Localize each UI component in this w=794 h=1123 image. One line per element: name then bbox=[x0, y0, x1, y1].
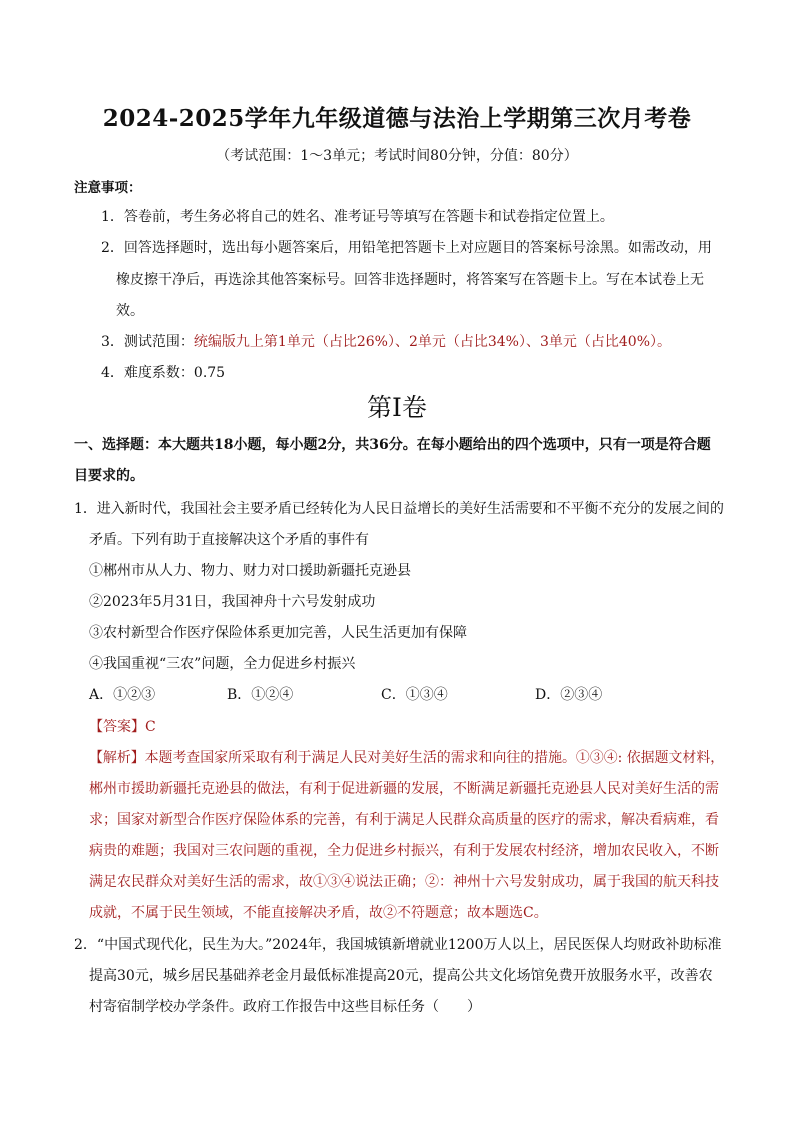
section-1-heading-line-2: 目要求的。 bbox=[74, 468, 144, 484]
q1-analysis-line-2: 郴州市援助新疆托克逊县的做法，有利于促进新疆的发展，不断满足新疆托克逊县人民对美好生活的需 bbox=[89, 781, 719, 797]
q1-statement-1: ①郴州市从人力、物力、财力对口援助新疆托克逊县 bbox=[89, 563, 411, 579]
exam-title: 2024-2025学年九年级道德与法治上学期第三次月考卷 bbox=[102, 105, 692, 132]
q1-analysis-line-6: 成就，不属于民生领域，不能直接解决矛盾，故②不符题意；故本题选C。 bbox=[89, 905, 548, 921]
q1-statement-4: ④我国重视“三农”问题，全力促进乡村振兴 bbox=[89, 656, 356, 672]
notice-item-1: 1．答卷前，考生务必将自己的姓名、准考证号等填写在答题卡和试卷指定位置上。 bbox=[101, 209, 614, 225]
q1-statement-2: ②2023年5月31日，我国神舟十六号发射成功 bbox=[89, 594, 376, 610]
exam-subtitle: （考试范围：1～3单元；考试时间80分钟，分值：80分） bbox=[216, 148, 578, 164]
q1-answer: 【答案】C bbox=[89, 719, 156, 735]
q1-statement-3: ③农村新型合作医疗保险体系更加完善，人民生活更加有保障 bbox=[89, 625, 467, 641]
q1-analysis-line-3: 求；国家对新型合作医疗保险体系的完善，有利于满足人民群众高质量的医疗的需求，解决看病难，看 bbox=[89, 812, 719, 828]
q1-option-b: B．①②④ bbox=[227, 687, 294, 703]
q2-stem-line-2: 提高30元，城乡居民基础养老金月最低标准提高20元，提高公共文化场馆免费开放服务水平，改善农 bbox=[89, 968, 713, 984]
q1-stem-line-2: 矛盾。下列有助于直接解决这个矛盾的事件有 bbox=[89, 532, 369, 548]
notice-item-2-line-3: 效。 bbox=[116, 303, 144, 319]
q1-analysis-line-1: 【解析】本题考查国家所采取有利于满足人民对美好生活的需求和向往的措施。①③④: 依据题文材料， bbox=[89, 750, 725, 766]
notice-item-2-line-2: 橡皮擦干净后，再选涂其他答案标号。回答非选择题时，将答案写在答题卡上。写在本试卷上无 bbox=[116, 272, 704, 288]
q2-stem-line-1: 2．“中国式现代化，民生为大。”2024年，我国城镇新增就业1200万人以上，居民医保人均财政补助标准 bbox=[74, 937, 722, 953]
notice-item-4: 4．难度系数：0.75 bbox=[101, 365, 226, 381]
q2-stem-line-3: 村寄宿制学校办学条件。政府工作报告中这些目标任务（ ） bbox=[89, 999, 481, 1015]
q1-option-a: A．①②③ bbox=[89, 687, 156, 703]
q1-option-c: C．①③④ bbox=[381, 687, 448, 703]
q1-stem-line-1: 1．进入新时代，我国社会主要矛盾已经转化为人民日益增长的美好生活需要和不平衡不充分的发展之间的 bbox=[74, 501, 724, 517]
notice-item-3-range: 统编版九上第1单元（占比26%）、2单元（占比34%）、3单元（占比40%）。 bbox=[193, 334, 671, 350]
volume-title: 第Ⅰ卷 bbox=[367, 393, 427, 422]
q1-analysis-line-4: 病贵的难题；我国对三农问题的重视，全力促进乡村振兴，有利于发展农村经济，增加农民收入，不断 bbox=[89, 843, 719, 859]
notice-item-2-line-1: 2．回答选择题时，选出每小题答案后，用铅笔把答题卡上对应题目的答案标号涂黑。如需改动，用 bbox=[101, 240, 712, 256]
notice-item-3-prefix: 3．测试范围： bbox=[101, 334, 194, 350]
notice-item-3 bbox=[101, 331, 671, 351]
notice-heading: 注意事项： bbox=[74, 180, 142, 196]
section-1-heading-line-1: 一、选择题：本大题共18小题，每小题2分，共36分。在每小题给出的四个选项中，只有一项是符合题 bbox=[74, 437, 711, 453]
q1-option-d: D．②③④ bbox=[535, 687, 603, 703]
q1-analysis-line-5: 满足农民群众对美好生活的需求，故①③④说法正确；②：神州十六号发射成功，属于我国的航天科技 bbox=[89, 874, 719, 890]
